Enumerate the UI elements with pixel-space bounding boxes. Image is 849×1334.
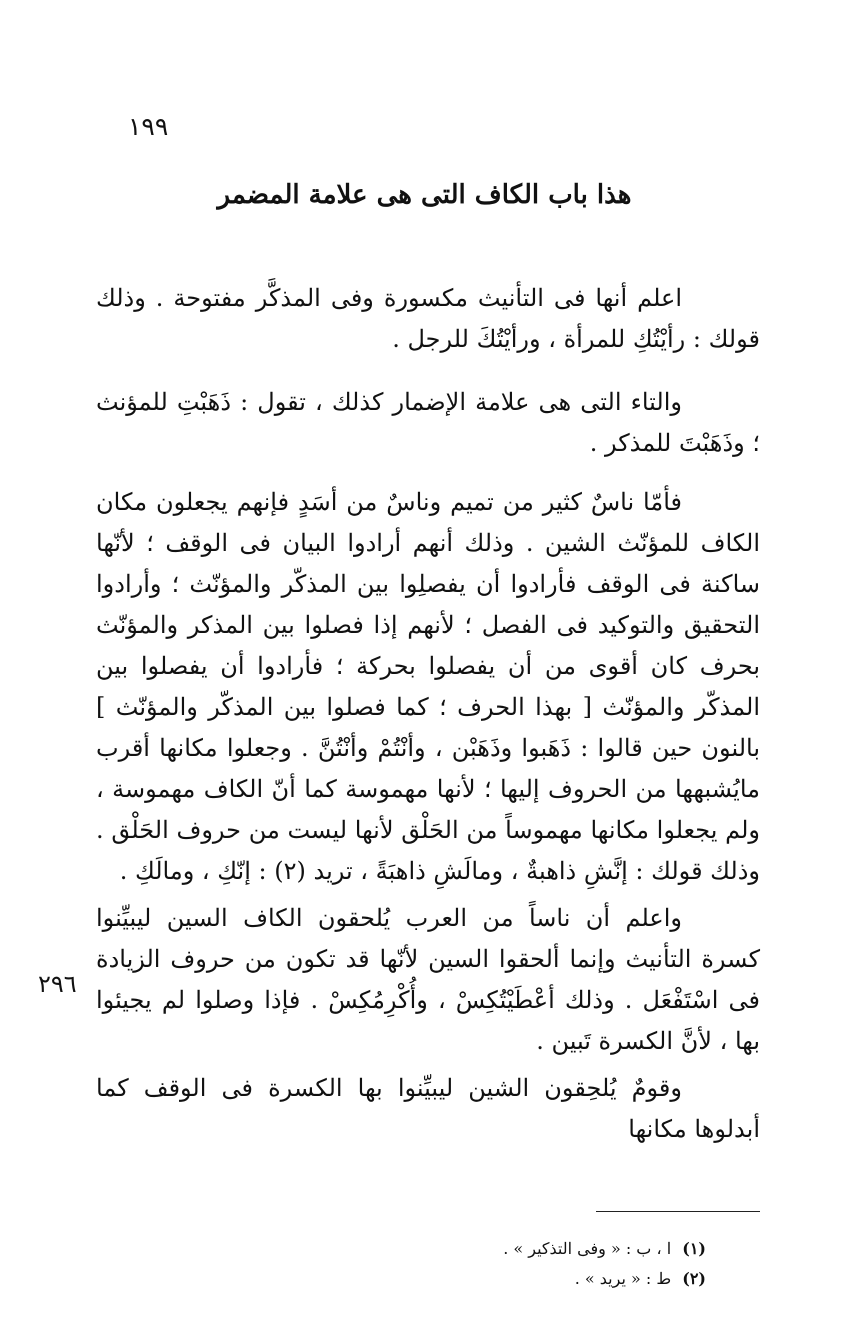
chapter-title: هذا باب الكاف التى هى علامة المضمر bbox=[217, 180, 632, 210]
footnote-number: (٢) bbox=[682, 1269, 706, 1288]
footnote bbox=[300, 1264, 706, 1294]
paragraph: اعلم أنها فى التأنيث مكسورة وفى المذكَّر مفتوحة . وذلك قولك : رأيْتُكِ للمرأة ، ورأيْتُكَ للرجل . bbox=[96, 284, 760, 353]
margin-reference-number: ٢٩٦ bbox=[38, 970, 77, 998]
footnote-text: ا ، ب : « وفى التذكير » . bbox=[503, 1239, 672, 1258]
footnote-divider bbox=[596, 1211, 760, 1212]
footnote-text: ط : « يريد » . bbox=[574, 1269, 672, 1288]
page-number: ١٩٩ bbox=[128, 112, 169, 141]
paragraph: فأمّا ناسٌ كثير من تميم وناسٌ من أسَدٍ فإنهم يجعلون مكان الكاف للمؤنّث الشين . وذلك أنهم أرادوا البيان فى الوقف ؛ لأنّها ساكنة فى الوقف فأرادوا أن يفصلِوا بين المذكّر والمؤنّث ؛ وأرادوا التحقيق والتوكيد فى الفصل ؛ لأنهم إذا فصلوا بين المذكر والمؤنّث بحرف كان أقوى من أن يفصلوا بحركة ؛ فأرادوا أن يفصلوا بين المذكّر والمؤنّث [ بهذا الحرف ؛ كما فصلوا بين المذكّر والمؤنّث ] بالنون حين قالوا : ذَهَبوا وذَهَبْن ، وأنْتُمْ وأنْتُنَّ . وجعلوا مكانها أقرب مايُشبهها من الحروف إليها ؛ لأنها مهموسة كما أنّ الكاف مهموسة ، ولم يجعلوا مكانها مهموساً من الحَلْق لأنها ليست من حروف الحَلْق . وذلك قولك : إنَّشِ ذاهبةٌ ، ومالَشِ ذاهبَةً ، تريد (٢) : إنّكِ ، ومالَكِ . bbox=[96, 488, 760, 885]
paragraph: واعلم أن ناساً من العرب يُلحقون الكاف السين ليبيِّنوا كسرة التأنيث وإنما ألحقوا السين لأنّها قد تكون من حروف الزيادة فى اسْتَفْعَل . وذلك أعْطَيْتُكِسْ ، وأُكْرِمُكِسْ . فإذا وصلوا لم يجيئوا بها ، لأنَّ الكسرة تَبين . bbox=[96, 904, 760, 1055]
paragraph: وقومٌ يُلحِقون الشين ليبيِّنوا بها الكسرة فى الوقف كما أبدلوها مكانها bbox=[96, 1074, 760, 1143]
body-text bbox=[96, 278, 760, 1172]
footnote bbox=[300, 1234, 706, 1264]
paragraph: والتاء التى هى علامة الإضمار كذلك ، تقول : ذَهَبْتِ للمؤنث ؛ وذَهَبْتَ للمذكر . bbox=[96, 388, 760, 457]
footnotes bbox=[300, 1234, 706, 1294]
footnote-number: (١) bbox=[682, 1239, 706, 1258]
